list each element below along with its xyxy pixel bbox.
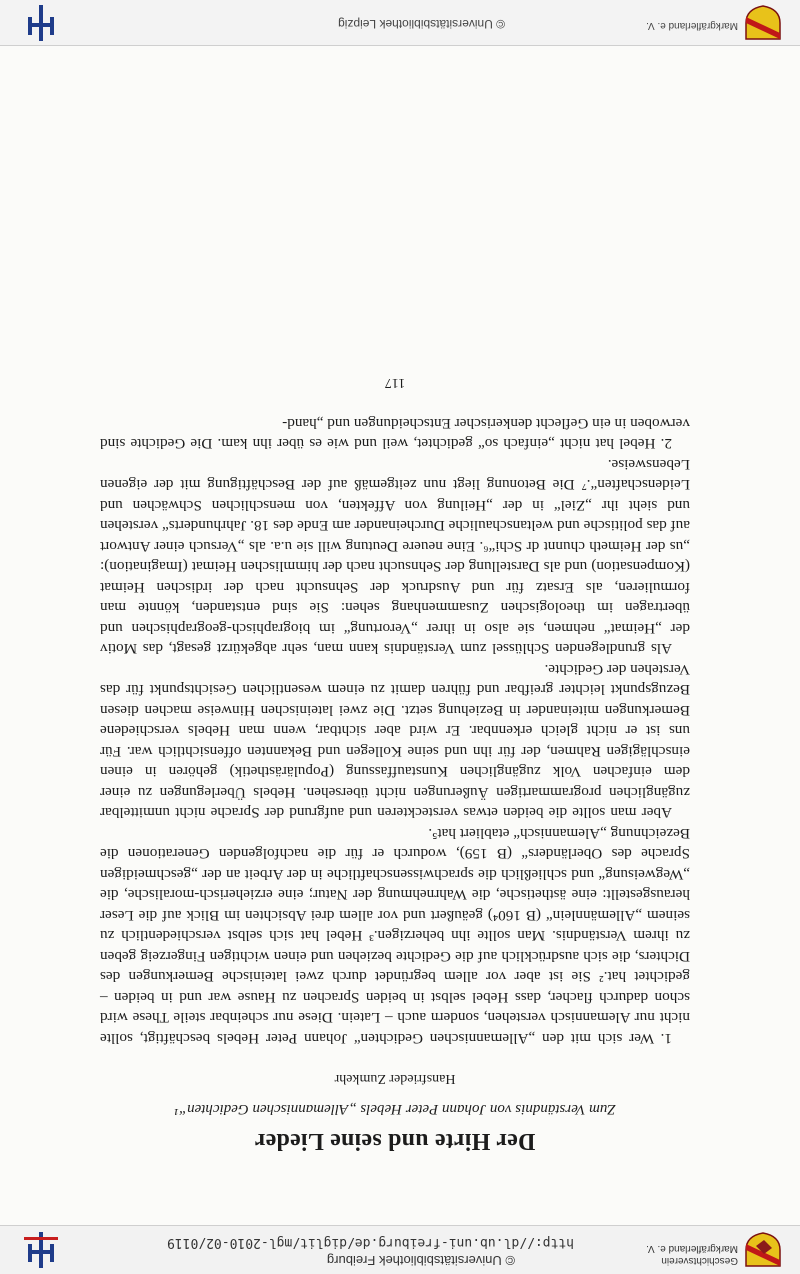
page-number: 117 — [384, 375, 406, 391]
article-subtitle: Zum Verständnis von Johann Peter Hebels „Allemannischen Gedichten“¹ — [174, 1101, 616, 1117]
viewer-header — [0, 1225, 800, 1274]
university-logo-icon — [24, 5, 58, 41]
footer-credit: © Universitätsbibliothek Leipzig — [338, 17, 505, 31]
article-title: Der Hirte und seine Lieder — [254, 1128, 536, 1154]
document-url-link[interactable]: http://dl.ub.uni-freiburg.de/diglit/mgl-2010-02/0119 — [167, 1235, 574, 1250]
paragraph: Aber man sollte die beiden etwas versteckteren und aufgrund der Sprache nicht unmittelbar zugänglichen programmartigen Äußerungen nicht übersehen. Hebels Überlegungen zu einer dem einfachen Volk zugänglichen Kunstauffassung (Populärästhetik) gehören in einen einschlägigen Rahmen, der für ihn und seine Kollegen und Bekannten offensichtlich war. Für uns ist er nicht gleich erkennbar. Er wird aber sichtbar, wenn man Hebels verschiedene Bemerkungen miteinander in Beziehung setzt. Die zwei lateinischen Hinweise machen diesen Bezugspunkt leichter greifbar und führen damit zu einem wesentlichen Gesichtspunkt für das Verstehen der Gedichte. — [100, 661, 690, 822]
paragraph: Als grundlegenden Schlüssel zum Verständnis kann man, sehr abgekürzt gesagt, das Motiv der „Heimat“ nehmen, sie also in ihrer „Verortung“ im biographisch-geographischen und übertragen im theologischen Zusammenhang sehen: Sie sind entstanden, könnte man formulieren, als Ersatz für und Ausdruck der Sehnsucht nach der irdischen Heimat (Kompensation) und als Darstellung der Sehnsucht nach der himmlischen Heimat (Imagination): „us der Heimeth chunnt dr Schi“⁶. Eine neuere Deutung will sie u.a. als „Versuch einer Antwort auf das politische und weltanschauliche Durcheinander am Ende des 18. Jahrhunderts“ verstehen und sieht ihr „Ziel“ in der „Heilung von Affekten, von menschlichen Schwächen und Leidenschaften“.⁷ Die Betonung liegt nun zeitgemäß auf der Beschäftigung mit der eigenen Lebensweise. — [100, 456, 690, 658]
coat-of-arms-icon — [744, 1232, 782, 1268]
document-body — [100, 375, 690, 1155]
verein-line-2: Markgräflerland e. V. — [646, 1243, 738, 1254]
library-credit: © Universitätsbibliothek Freiburg — [326, 1253, 515, 1268]
viewer-footer — [0, 0, 800, 46]
article-author: Hansfrieder Zumkehr — [334, 1071, 456, 1086]
university-logo-icon — [24, 1232, 58, 1268]
paragraph: 2. Hebel hat nicht „einfach so“ gedichtet, weil und wie es über ihn kam. Die Gedichte sind verwoben in ein Geflecht denkerischer Entscheidungen und „hand- — [100, 415, 690, 453]
coat-of-arms-icon — [744, 5, 782, 41]
paragraph: 1. Wer sich mit den „Allemannischen Gedichten“ Johann Peter Hebels beschäftigt, sollte nicht nur Alemannisch verstehen, sondern auch – Latein. Diese nur scheinbar steile These wird schon dadurch flacher, dass Hebel selbst in beiden Sprachen zu Hause war und in beiden – gedichtet hat.² Sie ist aber vor allem begründet durch zwei lateinische Bemerkungen des Dichters, die sich ausdrücklich auf die Gedichte beziehen und einen wichtigen Fingerzeig geben zu ihrem Verständnis. Man sollte ihn beherzigen.³ Hebel hat sich selbst verschiedentlich zu seinem „Allemännlein“ (B 160⁴) geäußert und vor allem drei Absichten im Blick auf die Leser herausgestellt: eine ästhetische, die Wahrnehmung der Natur; eine erzieherisch-moralische, die „Wegweisung“ und schließlich die sprachwissenschaftliche in der Arbeit an der „geschmeidigen Sprache des Oberländers“ (B 159), wodurch er für die nachfolgenden Generationen die Bezeichnung „Alemannisch“ etabliert hat⁵. — [100, 825, 690, 1047]
verein-line-1: Geschichtsverein — [661, 1255, 738, 1266]
footer-verein: Markgräflerland e. V. — [646, 20, 738, 31]
